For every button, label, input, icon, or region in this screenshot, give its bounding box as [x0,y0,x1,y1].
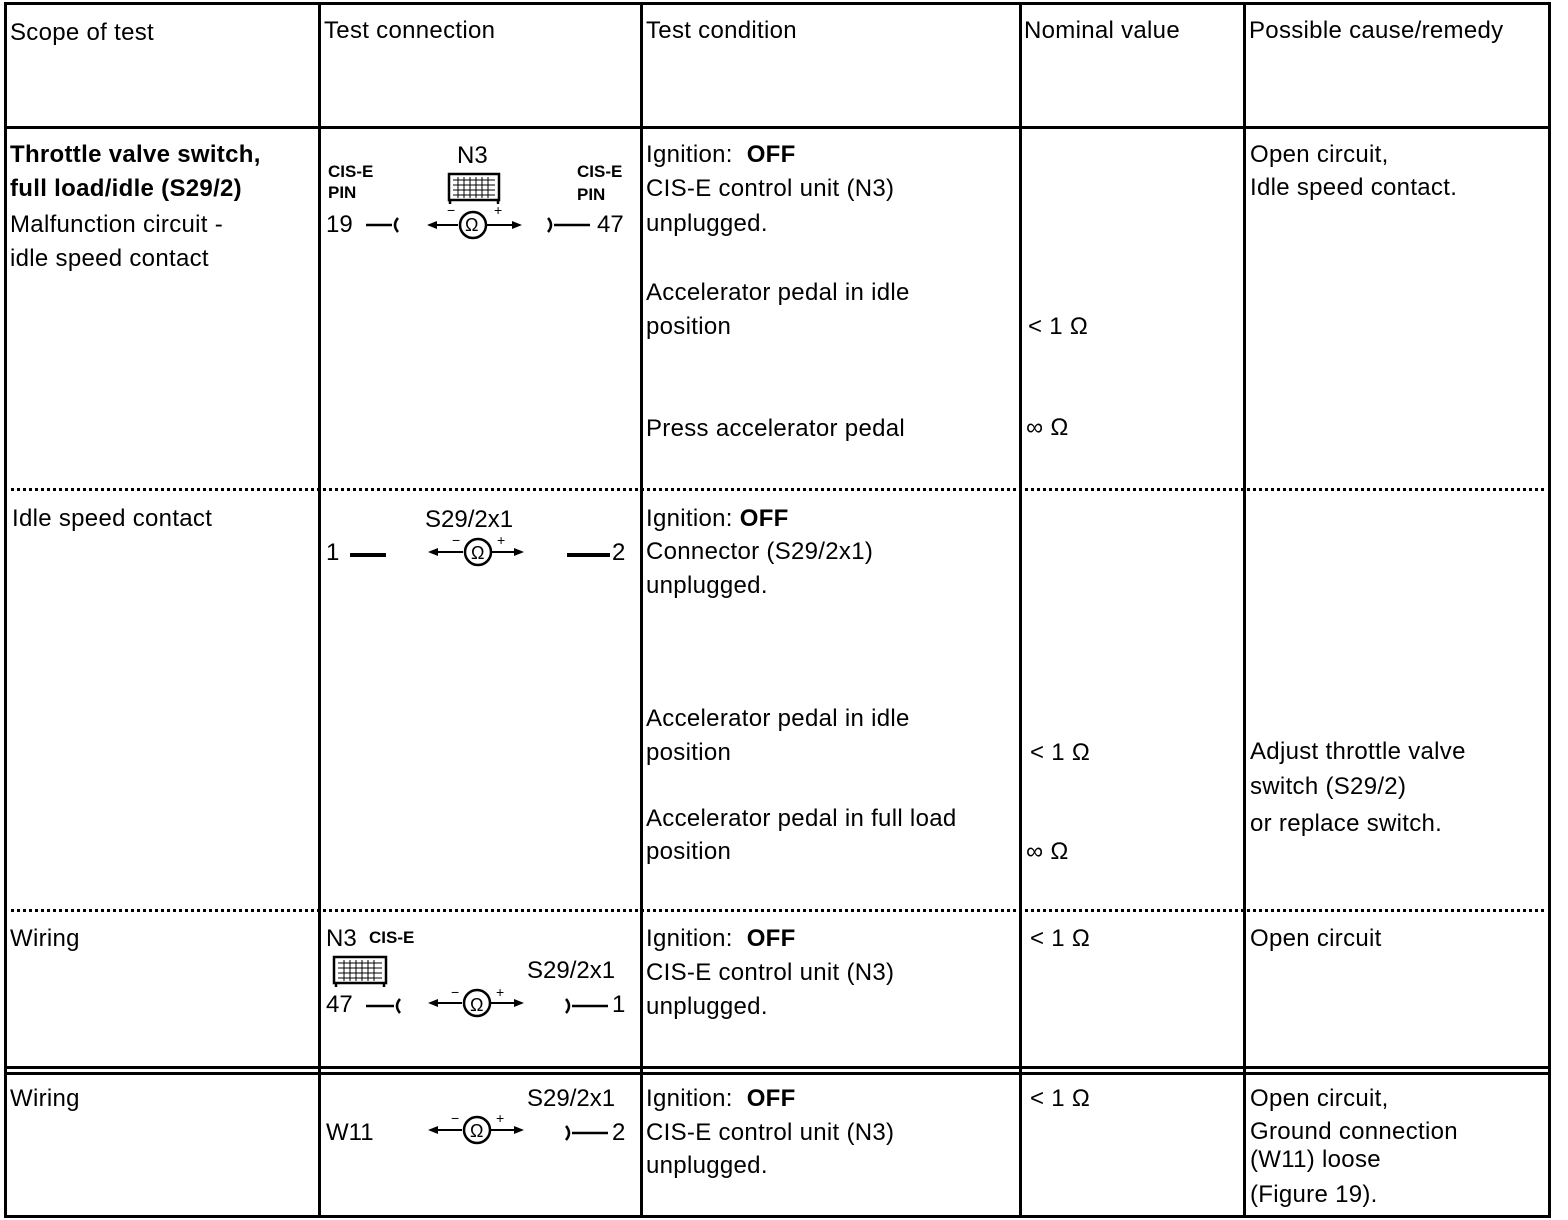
row2-cond-line-4: position [646,739,732,766]
row4-cond-ignition-value: OFF [746,1085,796,1112]
row3-cond-line-1: CIS-E control unit (N3) [646,959,895,986]
row2-cond-ignition-value: OFF [739,505,789,532]
row4-plus-sign: + [496,1110,505,1126]
row2-cause-3: or replace switch. [1250,810,1443,837]
header-connection: Test connection [324,17,496,44]
row2-cond-line-2: unplugged. [646,572,768,599]
row2-cond-line-5: Accelerator pedal in full load [646,805,957,832]
header-nominal: Nominal value [1024,17,1180,44]
row3-cond-ignition-value: OFF [746,925,796,952]
row4-cond-ignition [646,1082,796,1116]
row4-cond-line-2: unplugged. [646,1152,768,1179]
header-scope: Scope of test [10,19,154,46]
row1-cond-line-5: Press accelerator pedal [646,415,906,442]
row1-cond-line-2: unplugged. [646,210,768,237]
row4-cond-line-1: CIS-E control unit (N3) [646,1119,895,1146]
row1-minus-sign: − [447,202,456,218]
row1-right-cis-label: CIS-E [577,162,623,181]
row1-cond-line-3: Accelerator pedal in idle [646,279,910,306]
row4-scope: Wiring [10,1085,80,1112]
row3-ohm-symbol: Ω [470,995,484,1015]
row3-left-pin: 47 [326,991,353,1018]
row1-scope-line-2: idle speed contact [10,245,209,272]
row4-cause-2: Ground connection [1250,1118,1458,1145]
row1-cond-line-4: position [646,313,732,340]
row3-plus-sign: + [496,984,505,1000]
row4-cond-ignition-label: Ignition: [646,1085,733,1112]
row4-cause-3: (W11) loose [1250,1146,1381,1173]
row3-cause-1: Open circuit [1250,925,1382,952]
row1-plus-sign: + [494,202,503,218]
row4-right-label: S29/2x1 [527,1085,616,1112]
row2-cond-line-1: Connector (S29/2x1) [646,538,874,565]
row2-nominal-2: ∞ Ω [1026,838,1069,865]
row3-cond-ignition-label: Ignition: [646,925,733,952]
header-condition: Test condition [646,17,797,44]
row3-cond-line-2: unplugged. [646,993,768,1020]
row2-nominal-1: < 1 Ω [1030,739,1091,766]
row2-cond-line-3: Accelerator pedal in idle [646,705,910,732]
row2-minus-sign: − [452,532,461,548]
row2-cond-line-6: position [646,838,732,865]
row4-ohm-symbol: Ω [470,1121,484,1141]
ohmmeter-icon [464,1117,490,1143]
row3-right-label: S29/2x1 [527,957,616,984]
row3-right-pin: 1 [612,991,626,1018]
row1-cause-2: Idle speed contact. [1250,174,1458,201]
row1-nominal-1: < 1 Ω [1028,313,1089,340]
row3-minus-sign: − [451,984,460,1000]
row2-cause-1: Adjust throttle valve [1250,738,1466,765]
header-cause: Possible cause/remedy [1249,17,1504,44]
row2-cause-2: switch (S29/2) [1250,773,1407,800]
row1-cause-1: Open circuit, [1250,141,1389,168]
row4-cause-4: (Figure 19). [1250,1181,1378,1208]
row2-ohm-symbol: Ω [471,543,485,563]
row2-center-label: S29/2x1 [425,506,514,533]
row2-left-pin: 1 [326,539,340,566]
row1-left-pin-label: PIN [328,183,357,202]
row1-scope-title-1: Throttle valve switch, [10,141,261,168]
row1-right-pin-label: PIN [577,185,606,204]
row1-cond-ignition-label: Ignition: [646,141,733,168]
row1-scope-title-2: full load/idle (S29/2) [10,175,242,202]
row1-cond-ignition-value: OFF [746,141,796,168]
row4-minus-sign: − [451,1110,460,1126]
row2-scope: Idle speed contact [12,505,213,532]
row3-scope: Wiring [10,925,80,952]
row1-cond-line-1: CIS-E control unit (N3) [646,175,895,202]
row1-nominal-2: ∞ Ω [1026,414,1069,441]
row2-plus-sign: + [497,532,506,548]
row1-center-label: N3 [457,142,488,169]
row4-right-pin: 2 [612,1119,626,1146]
row3-top-label: N3 [326,925,357,952]
row1-ohm-symbol: Ω [465,215,479,235]
row4-cause-1: Open circuit, [1250,1085,1389,1112]
row4-nominal-1: < 1 Ω [1030,1085,1091,1112]
row1-scope-line-1: Malfunction circuit - [10,211,224,238]
row2-cond-ignition-label: Ignition: [646,505,733,532]
row1-right-pin: 47 [597,211,624,238]
row3-nominal-1: < 1 Ω [1030,925,1091,952]
row2-right-pin: 2 [612,539,626,566]
row1-left-cis-label: CIS-E [328,162,374,181]
row1-left-pin: 19 [326,211,353,238]
row4-left-pin: W11 [326,1119,374,1146]
row3-top-small-label: CIS-E [369,928,415,947]
